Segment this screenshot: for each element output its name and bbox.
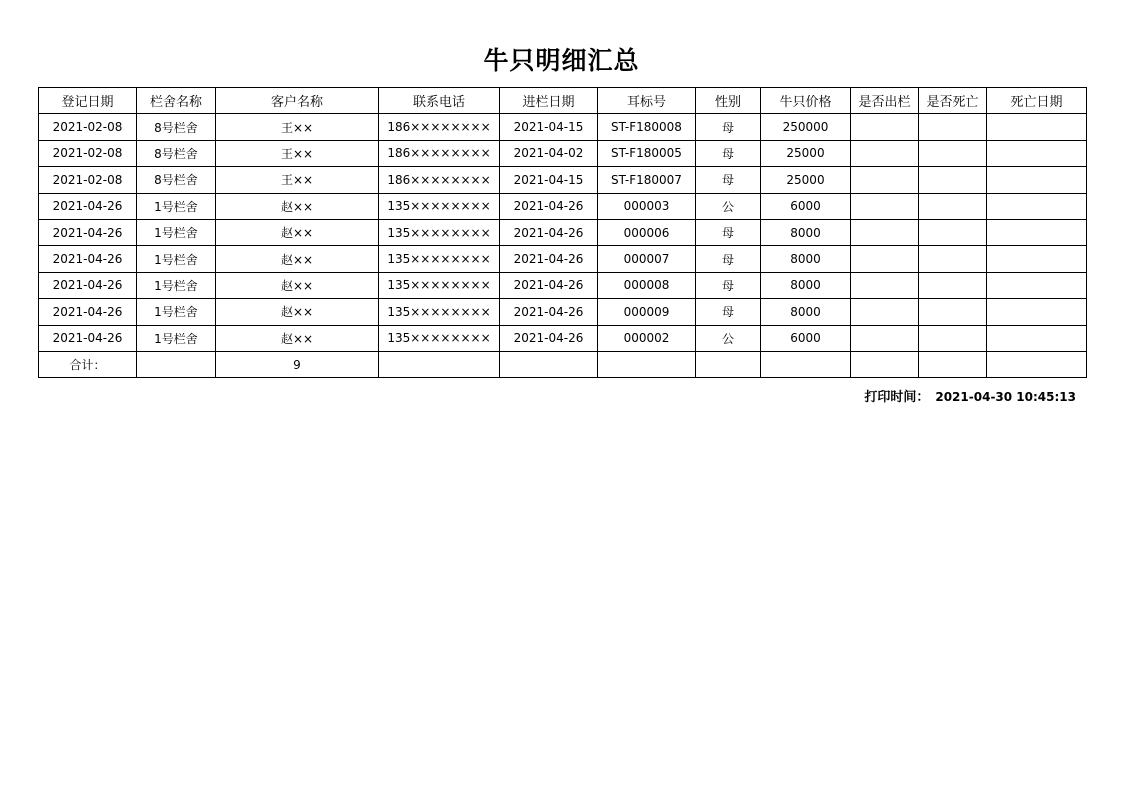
column-header: 死亡日期 bbox=[987, 88, 1087, 114]
table-cell: 公 bbox=[696, 325, 761, 351]
cattle-detail-table bbox=[38, 87, 1087, 378]
column-header: 客户名称 bbox=[216, 88, 379, 114]
table-cell: 186×××××××× bbox=[379, 167, 500, 193]
table-cell: 135×××××××× bbox=[379, 299, 500, 325]
table-cell: 母 bbox=[696, 140, 761, 166]
total-cell bbox=[500, 351, 598, 377]
table-row bbox=[39, 219, 1087, 245]
table-cell bbox=[987, 167, 1087, 193]
table-cell: 250000 bbox=[761, 114, 851, 140]
table-row bbox=[39, 167, 1087, 193]
table-cell bbox=[987, 219, 1087, 245]
total-cell: 9 bbox=[216, 351, 379, 377]
total-cell bbox=[137, 351, 216, 377]
table-cell: 王×× bbox=[216, 140, 379, 166]
table-cell: 8号栏舍 bbox=[137, 140, 216, 166]
table-cell: 135×××××××× bbox=[379, 272, 500, 298]
column-header: 联系电话 bbox=[379, 88, 500, 114]
table-cell: 135×××××××× bbox=[379, 219, 500, 245]
table-cell: 2021-02-08 bbox=[39, 114, 137, 140]
table-cell bbox=[987, 299, 1087, 325]
table-cell: 2021-04-26 bbox=[500, 246, 598, 272]
column-header: 是否死亡 bbox=[919, 88, 987, 114]
table-cell: 2021-04-26 bbox=[39, 325, 137, 351]
table-cell bbox=[987, 325, 1087, 351]
table-cell: 母 bbox=[696, 246, 761, 272]
table-cell bbox=[919, 193, 987, 219]
table-cell: 8000 bbox=[761, 219, 851, 245]
table-row bbox=[39, 299, 1087, 325]
table-cell: 2021-04-26 bbox=[39, 272, 137, 298]
table-row bbox=[39, 325, 1087, 351]
table-cell bbox=[987, 114, 1087, 140]
total-cell bbox=[851, 351, 919, 377]
table-cell bbox=[919, 140, 987, 166]
table-cell: 1号栏舍 bbox=[137, 325, 216, 351]
table-cell: 6000 bbox=[761, 325, 851, 351]
total-cell bbox=[379, 351, 500, 377]
table-cell: 8000 bbox=[761, 246, 851, 272]
table-cell: 2021-04-26 bbox=[39, 219, 137, 245]
column-header: 牛只价格 bbox=[761, 88, 851, 114]
table-cell bbox=[919, 114, 987, 140]
table-cell: 1号栏舍 bbox=[137, 193, 216, 219]
table-cell: 2021-04-26 bbox=[500, 219, 598, 245]
table-cell: 2021-04-26 bbox=[39, 246, 137, 272]
table-cell: 8号栏舍 bbox=[137, 114, 216, 140]
table-cell bbox=[851, 246, 919, 272]
table-row bbox=[39, 272, 1087, 298]
table-cell: 2021-04-26 bbox=[500, 193, 598, 219]
table-cell: 母 bbox=[696, 167, 761, 193]
table-cell: 赵×× bbox=[216, 299, 379, 325]
table-cell: 135×××××××× bbox=[379, 325, 500, 351]
table-cell: 王×× bbox=[216, 114, 379, 140]
table-cell: 2021-04-26 bbox=[39, 193, 137, 219]
table-cell bbox=[851, 140, 919, 166]
table-cell: 赵×× bbox=[216, 193, 379, 219]
table-body bbox=[39, 114, 1087, 378]
print-time-value: 2021-04-30 10:45:13 bbox=[935, 390, 1076, 404]
table-cell bbox=[987, 193, 1087, 219]
table-cell: 1号栏舍 bbox=[137, 299, 216, 325]
column-header: 耳标号 bbox=[598, 88, 696, 114]
table-cell bbox=[987, 272, 1087, 298]
table-cell: 2021-04-26 bbox=[500, 325, 598, 351]
total-cell bbox=[987, 351, 1087, 377]
total-cell bbox=[919, 351, 987, 377]
total-cell bbox=[696, 351, 761, 377]
table-cell: 1号栏舍 bbox=[137, 272, 216, 298]
table-cell bbox=[851, 167, 919, 193]
table-cell bbox=[851, 272, 919, 298]
table-cell: 000006 bbox=[598, 219, 696, 245]
table-cell: 2021-02-08 bbox=[39, 167, 137, 193]
table-cell: 2021-04-15 bbox=[500, 167, 598, 193]
table-cell: 135×××××××× bbox=[379, 193, 500, 219]
table-cell: 8000 bbox=[761, 299, 851, 325]
table-cell: 6000 bbox=[761, 193, 851, 219]
table-row bbox=[39, 114, 1087, 140]
total-cell bbox=[598, 351, 696, 377]
column-header: 登记日期 bbox=[39, 88, 137, 114]
table-cell: 赵×× bbox=[216, 272, 379, 298]
table-cell: 2021-04-26 bbox=[39, 299, 137, 325]
table-cell bbox=[919, 219, 987, 245]
table-cell bbox=[851, 325, 919, 351]
table-cell bbox=[919, 246, 987, 272]
table-cell bbox=[987, 246, 1087, 272]
table-cell: 赵×× bbox=[216, 325, 379, 351]
print-time bbox=[864, 386, 1076, 405]
table-cell bbox=[919, 299, 987, 325]
table-cell: ST-F180008 bbox=[598, 114, 696, 140]
table-cell: 1号栏舍 bbox=[137, 219, 216, 245]
column-header: 栏舍名称 bbox=[137, 88, 216, 114]
table-cell: 25000 bbox=[761, 140, 851, 166]
table-cell bbox=[851, 193, 919, 219]
table-cell: 186×××××××× bbox=[379, 140, 500, 166]
table-cell: 母 bbox=[696, 114, 761, 140]
total-cell: 合计： bbox=[39, 351, 137, 377]
table-cell: 000009 bbox=[598, 299, 696, 325]
table-cell: 2021-04-15 bbox=[500, 114, 598, 140]
table-cell: 公 bbox=[696, 193, 761, 219]
table-row bbox=[39, 140, 1087, 166]
table-cell: 王×× bbox=[216, 167, 379, 193]
table-cell: 母 bbox=[696, 219, 761, 245]
table-cell: 2021-04-26 bbox=[500, 299, 598, 325]
column-header: 进栏日期 bbox=[500, 88, 598, 114]
table-cell bbox=[851, 114, 919, 140]
table-cell: 2021-04-26 bbox=[500, 272, 598, 298]
table-cell: 25000 bbox=[761, 167, 851, 193]
table-row bbox=[39, 193, 1087, 219]
table-cell: ST-F180007 bbox=[598, 167, 696, 193]
table-cell bbox=[919, 272, 987, 298]
table-cell: 母 bbox=[696, 299, 761, 325]
table-header-row bbox=[39, 88, 1087, 114]
table-cell bbox=[987, 140, 1087, 166]
table-cell: 000007 bbox=[598, 246, 696, 272]
report-title: 牛只明细汇总 bbox=[483, 46, 640, 75]
table-cell bbox=[919, 325, 987, 351]
table-cell: 8号栏舍 bbox=[137, 167, 216, 193]
table-cell: 赵×× bbox=[216, 246, 379, 272]
table-cell: 1号栏舍 bbox=[137, 246, 216, 272]
table-cell: 2021-02-08 bbox=[39, 140, 137, 166]
table-cell: ST-F180005 bbox=[598, 140, 696, 166]
table-cell bbox=[919, 167, 987, 193]
column-header: 是否出栏 bbox=[851, 88, 919, 114]
table-cell: 000002 bbox=[598, 325, 696, 351]
table-row bbox=[39, 246, 1087, 272]
table-cell: 000008 bbox=[598, 272, 696, 298]
total-row bbox=[39, 351, 1087, 377]
table-cell: 2021-04-02 bbox=[500, 140, 598, 166]
table-cell: 135×××××××× bbox=[379, 246, 500, 272]
table-cell: 000003 bbox=[598, 193, 696, 219]
print-time-label: 打印时间： bbox=[864, 390, 930, 405]
table-cell: 赵×× bbox=[216, 219, 379, 245]
table-cell bbox=[851, 219, 919, 245]
table-cell: 186×××××××× bbox=[379, 114, 500, 140]
table-cell: 母 bbox=[696, 272, 761, 298]
column-header: 性别 bbox=[696, 88, 761, 114]
table-cell bbox=[851, 299, 919, 325]
table-cell: 8000 bbox=[761, 272, 851, 298]
total-cell bbox=[761, 351, 851, 377]
